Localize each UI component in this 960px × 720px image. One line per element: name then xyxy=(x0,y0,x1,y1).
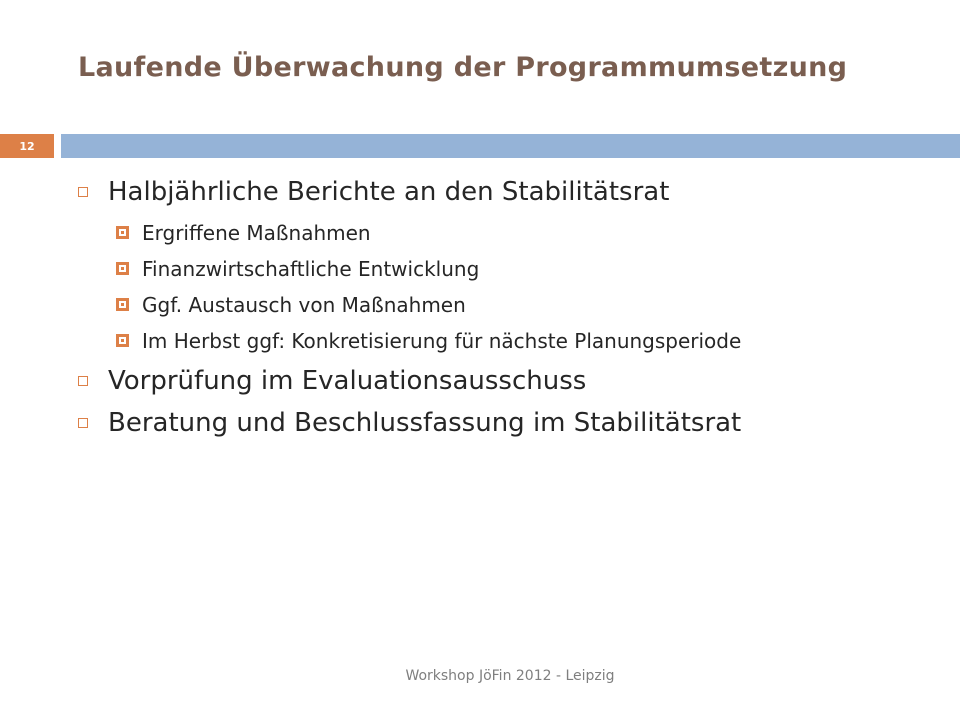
sub-bullet-text: Im Herbst ggf: Konkretisierung für nächste Planungsperiode xyxy=(142,328,742,353)
square-bullet-icon xyxy=(116,226,129,239)
bullet-list xyxy=(78,176,938,440)
sub-bullet-text: Ggf. Austausch von Maßnahmen xyxy=(142,292,466,317)
hollow-square-bullet-icon xyxy=(78,187,88,197)
sub-bullet-text: Ergriffene Maßnahmen xyxy=(142,220,371,245)
bullet-item xyxy=(78,365,938,398)
bullet-item xyxy=(78,407,938,440)
square-bullet-icon xyxy=(116,334,129,347)
sub-bullet-item xyxy=(78,217,938,249)
sub-bullet-text: Finanzwirtschaftliche Entwicklung xyxy=(142,256,480,281)
bullet-text: Vorprüfung im Evaluationsausschuss xyxy=(108,365,587,396)
bullet-text: Halbjährliche Berichte an den Stabilitätsrat xyxy=(108,177,670,207)
hollow-square-bullet-icon xyxy=(78,376,88,386)
header-rule-bar xyxy=(61,134,960,158)
slide-title: Laufende Überwachung der Programmumsetzung xyxy=(78,52,848,83)
sub-bullet-item xyxy=(78,253,938,285)
bullet-item xyxy=(78,176,938,209)
square-bullet-icon xyxy=(116,262,129,275)
hollow-square-bullet-icon xyxy=(78,418,88,428)
square-bullet-icon xyxy=(116,298,129,311)
bullet-text: Beratung und Beschlussfassung im Stabilitätsrat xyxy=(108,408,742,438)
slide-number-badge xyxy=(0,134,54,158)
slide-number: 12 xyxy=(19,139,35,153)
sub-bullet-item xyxy=(78,289,938,321)
sub-bullet-item xyxy=(78,325,782,357)
footer-text: Workshop JöFin 2012 - Leipzig xyxy=(405,668,615,684)
